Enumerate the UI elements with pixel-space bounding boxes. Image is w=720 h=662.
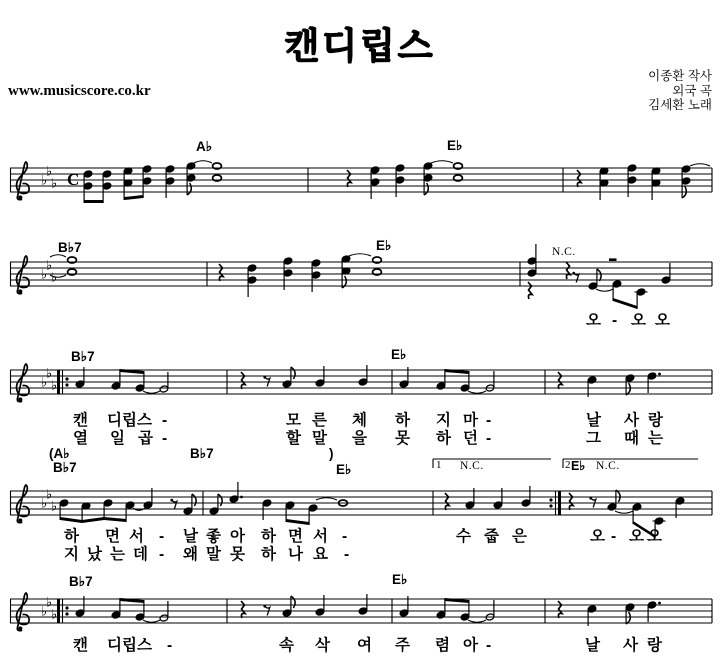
- lyric-syllable: 는: [110, 546, 125, 563]
- lyric-syllable: 때: [624, 430, 639, 447]
- lyric-syllable: 날: [585, 637, 600, 654]
- lyric-syllable: 을: [352, 430, 367, 447]
- lyric-syllable: -: [159, 528, 165, 545]
- lyric-syllable: -: [486, 637, 492, 654]
- lyric-syllable: 삭: [315, 637, 330, 654]
- chord-symbol: A♭: [196, 139, 213, 154]
- svg-text:♭: ♭: [51, 378, 58, 394]
- svg-text:♭: ♭: [41, 496, 48, 512]
- volta-label: N.C.: [596, 460, 620, 472]
- lyric-syllable: 던: [463, 430, 478, 447]
- chord-symbol: B♭7: [69, 574, 93, 589]
- chord-symbol: B♭7: [190, 446, 214, 461]
- chord-symbol: E♭: [376, 238, 392, 253]
- chord-symbol: E♭: [391, 347, 407, 362]
- lyric-syllable: 하: [261, 528, 276, 545]
- lyric-syllable: -: [486, 412, 492, 429]
- lyric-syllable: 못: [230, 546, 245, 563]
- lyric-syllable: 요: [313, 546, 328, 563]
- svg-text:♭: ♭: [41, 375, 48, 391]
- lyric-syllable: 캔: [73, 412, 88, 429]
- lyric-syllable: 하: [436, 430, 451, 447]
- lyric-syllable: -: [162, 430, 168, 447]
- svg-text:♭: ♭: [46, 595, 53, 611]
- volta-label: 1: [436, 459, 442, 471]
- song-title: 캔디립스: [284, 25, 436, 66]
- lyric-syllable: 오: [590, 528, 605, 545]
- lyric-syllable: 캔: [73, 637, 88, 654]
- lyric-syllable: 은: [512, 528, 527, 545]
- chord-symbol: B♭7: [71, 349, 95, 364]
- svg-text:♭: ♭: [51, 607, 58, 623]
- lyric-syllable: 오: [655, 312, 670, 329]
- lyric-syllable: 났: [87, 546, 102, 563]
- lyric-syllable: -: [486, 430, 492, 447]
- lyric-syllable: 면: [105, 528, 120, 545]
- svg-text:♭: ♭: [46, 258, 53, 274]
- lyric-syllable: 오: [586, 312, 601, 329]
- svg-text:♭: ♭: [46, 164, 53, 180]
- svg-text:♭: ♭: [51, 176, 58, 192]
- lyric-syllable: 아: [463, 637, 478, 654]
- lyric-syllable: 체: [352, 412, 367, 429]
- lyric-syllable: 오: [647, 528, 662, 545]
- lyric-syllable: 하: [395, 412, 410, 429]
- lyric-syllable: 랑: [647, 637, 662, 654]
- staff-system-1: [0, 134, 720, 230]
- lyric-syllable: 사: [624, 412, 639, 429]
- chord-symbol: ): [329, 446, 334, 461]
- credit-composer: 외국 곡: [672, 83, 712, 98]
- lyric-syllable: 왜: [183, 546, 198, 563]
- chord-symbol: B♭7: [58, 240, 82, 255]
- lyric-syllable: 디립스: [107, 637, 152, 654]
- lyric-syllable: 날: [183, 528, 198, 545]
- lyric-syllable: 하: [261, 546, 276, 563]
- svg-text:♭: ♭: [51, 499, 58, 515]
- lyric-syllable: 나: [288, 546, 303, 563]
- staff-system-2: [0, 228, 720, 324]
- lyric-syllable: 줍: [484, 528, 499, 545]
- lyric-syllable: 마: [463, 412, 478, 429]
- volta-label: E♭: [571, 459, 586, 473]
- lyric-syllable: -: [342, 528, 348, 545]
- credit-lyricist: 이종환 작사: [648, 69, 712, 83]
- lyric-syllable: -: [167, 637, 173, 654]
- svg-text:♭: ♭: [46, 366, 53, 382]
- lyric-syllable: 여: [357, 637, 372, 654]
- volta-label: 2: [565, 459, 571, 471]
- credit-singer: 김세환 노래: [648, 98, 712, 112]
- lyric-syllable: 렴: [435, 637, 450, 654]
- svg-text:♭: ♭: [41, 267, 48, 283]
- lyric-syllable: 속: [279, 637, 294, 654]
- lyric-syllable: 주: [395, 637, 410, 654]
- chord-symbol: E♭: [336, 462, 352, 477]
- svg-text:♭: ♭: [41, 173, 48, 189]
- lyric-syllable: 서: [129, 528, 144, 545]
- chord-symbol: (A♭: [49, 446, 70, 461]
- website-link: www.musicscore.co.kr: [8, 83, 151, 99]
- lyric-syllable: 날: [586, 412, 601, 429]
- svg-text:♭: ♭: [46, 487, 53, 503]
- lyric-syllable: 오: [631, 312, 646, 329]
- lyric-syllable: 랑: [648, 412, 663, 429]
- lyric-syllable: 말: [206, 546, 221, 563]
- lyric-syllable: 서: [313, 528, 328, 545]
- chord-symbol: B♭7: [53, 460, 77, 475]
- lyric-syllable: 모: [286, 412, 301, 429]
- lyric-syllable: 데: [133, 546, 148, 563]
- lyric-syllable: 아: [230, 528, 245, 545]
- lyric-syllable: -: [159, 546, 165, 563]
- svg-text:C: C: [67, 170, 80, 189]
- lyric-syllable: -: [162, 412, 168, 429]
- volta-label: N.C.: [460, 460, 484, 472]
- svg-text:♭: ♭: [41, 604, 48, 620]
- lyric-syllable: -: [344, 546, 350, 563]
- lyric-syllable: 디립스: [107, 412, 152, 429]
- lyric-syllable: 사: [623, 637, 638, 654]
- lyric-syllable: 열: [73, 430, 88, 447]
- lyric-syllable: 곱: [138, 430, 153, 447]
- lyric-syllable: -: [611, 528, 617, 545]
- lyric-syllable: 할: [286, 430, 301, 447]
- lyric-syllable: 는: [648, 430, 663, 447]
- lyric-syllable: 못: [395, 430, 410, 447]
- lyric-syllable: 오: [629, 528, 644, 545]
- chord-symbol: N.C.: [552, 246, 576, 258]
- lyric-syllable: 좋: [206, 528, 221, 545]
- lyric-syllable: 지: [436, 412, 451, 429]
- chord-symbol: E♭: [392, 572, 408, 587]
- lyric-syllable: 그: [586, 430, 601, 447]
- lyric-syllable: 일: [110, 430, 125, 447]
- lyric-syllable: 말: [312, 430, 327, 447]
- lyric-syllable: 하: [64, 528, 79, 545]
- lyric-syllable: 면: [288, 528, 303, 545]
- lyric-syllable: 지: [64, 546, 79, 563]
- lyric-syllable: -: [612, 312, 618, 329]
- chord-symbol: E♭: [447, 138, 463, 153]
- lyric-syllable: 수: [456, 528, 471, 545]
- svg-text:♭: ♭: [51, 270, 58, 286]
- lyric-syllable: 른: [312, 412, 327, 429]
